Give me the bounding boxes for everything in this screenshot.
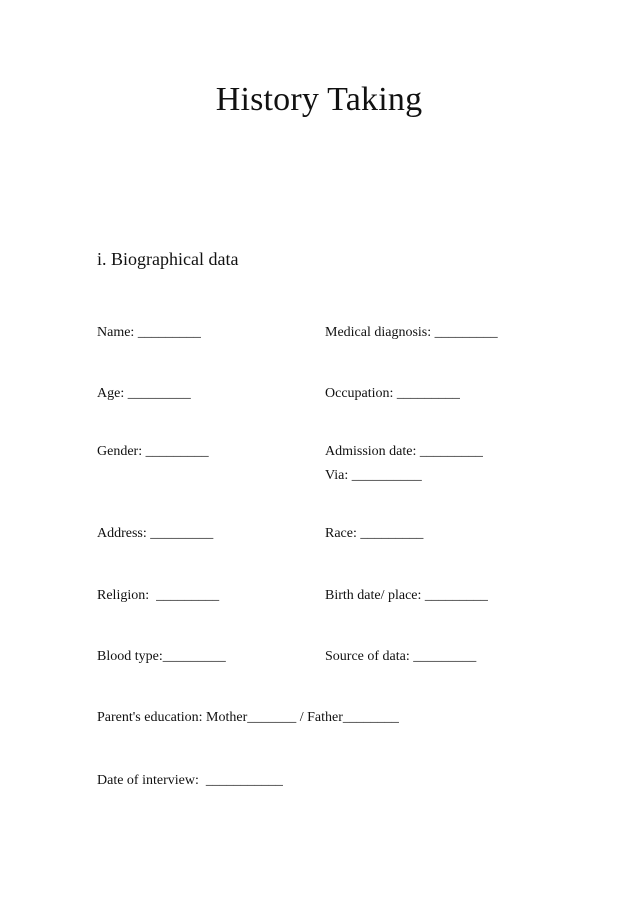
date-of-interview-field: Date of interview: ___________ bbox=[97, 773, 283, 788]
medical-diagnosis-field: Medical diagnosis: _________ bbox=[325, 325, 498, 340]
race-field: Race: _________ bbox=[325, 526, 424, 541]
religion-field: Religion: _________ bbox=[97, 588, 220, 603]
parents-education-field: Parent's education: Mother_______ / Father________ bbox=[97, 710, 399, 725]
birth-date-place-field: Birth date/ place: _________ bbox=[325, 588, 488, 603]
age-field: Age: _________ bbox=[97, 386, 191, 401]
admission-date-field: Admission date: _________ bbox=[325, 444, 483, 459]
gender-field: Gender: _________ bbox=[97, 444, 209, 459]
blood-type-field: Blood type:_________ bbox=[97, 649, 226, 664]
occupation-field: Occupation: _________ bbox=[325, 386, 460, 401]
page-title: History Taking bbox=[215, 81, 423, 118]
address-field: Address: _________ bbox=[97, 526, 214, 541]
section-heading-biographical-data: i. Biographical data bbox=[97, 249, 239, 269]
source-of-data-field: Source of data: _________ bbox=[325, 649, 477, 664]
via-field: Via: __________ bbox=[325, 468, 422, 483]
name-field: Name: _________ bbox=[97, 325, 201, 340]
